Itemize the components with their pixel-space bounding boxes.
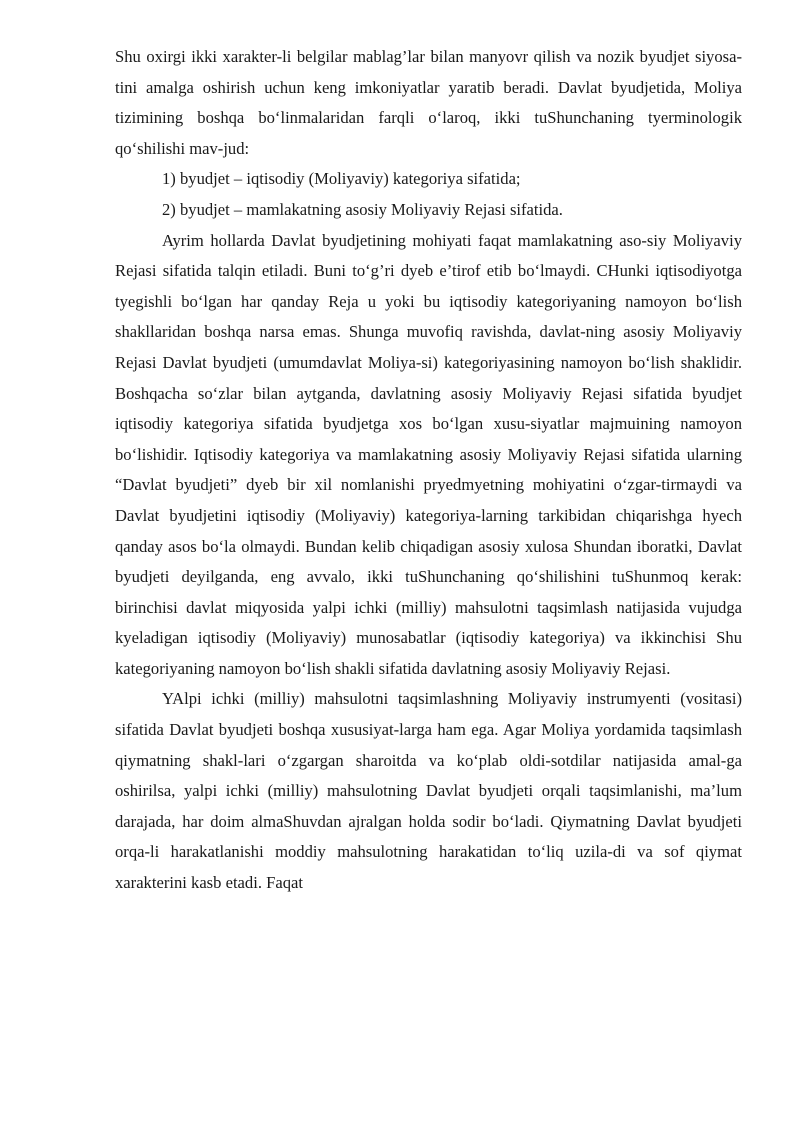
paragraph-intro: Shu oxirgi ikki xarakter-li belgilar mablag’lar bilan manyovr qilish va nozik byudjet siyosa-tini amalga oshirish uchun keng imkoniyatlar yaratib beradi. Davlat byudjetida, Moliya tizimining boshqa bo‘linmalaridan farqli o‘laroq, ikki tuShunchaning tyerminologik qo‘shilishi mav-jud: — [115, 47, 742, 158]
paragraph-budget-instrument: YAlpi ichki (milliy) mahsulotni taqsimlashning Moliyaviy instrumyenti (vositasi) sifatida Davlat byudjeti boshqa xususiyat-larga ham ega. Agar Moliya yordamida taqsimlash qiymatning shakl-lari o‘zgargan sharoitda va ko‘plab oldi-sotdilar natijasida amal-ga oshirilsa, yalpi ichki (milliy) mahsulotning Davlat byudjeti orqali taqsimlanishi, ma’lum darajada, har doim almaShuvdan ajralgan holda sodir bo‘ladi. Qiymatning Davlat byudjeti orqa-li harakatlanishi moddiy mahsulotning harakatidan to‘liq uzila-di va sof qiymat xarakterini kasb etadi. Faqat — [115, 689, 742, 893]
list-item-1: 1) byudjet – iqtisodiy (Moliyaviy) kategoriya sifatida; — [162, 169, 521, 189]
document-page — [115, 42, 742, 899]
list-item-2: 2) byudjet – mamlakatning asosiy Moliyaviy Rejasi sifatida. — [162, 199, 563, 219]
paragraph-budget-essence: Ayrim hollarda Davlat byudjetining mohiyati faqat mamlakatning aso-siy Moliyaviy Rejasi sifatida talqin etiladi. Buni to‘g’ri dyeb e’tirof etib bo‘lmaydi. CHunki iqtisodiyotga tyegishli bo‘lgan har qanday Reja u yoki bu iqtisodiy kategoriyaning namoyon bo‘lish shakllaridan boshqa narsa emas. Shunga muvofiq ravishda, davlat-ning asosiy Moliyaviy Rejasi Davlat byudjeti (umumdavlat Moliya-si) kategoriyasining namoyon bo‘lish shaklidir. Boshqacha so‘zlar bilan aytganda, davlatning asosiy Moliyaviy Rejasi sifatida byudjet iqtisodiy kategoriya sifatida byudjetga xos bo‘lgan xusu-siyatlar majmuining namoyon bo‘lishidir. Iqtisodiy kategoriya va mamlakatning asosiy Moliyaviy Rejasi sifatida ularning “Davlat byudjeti” dyeb bir xil nomlanishi pryedmyetning mohiyatini o‘zgar-tirmaydi va Davlat byudjetini iqtisodiy (Moliyaviy) kategoriya-larning tarkibidan chiqarishga hyech qanday asos bo‘la olmaydi. Bundan kelib chiqadigan asosiy xulosa Shundan iboratki, Davlat byudjeti deyilganda, eng avvalo, ikki tuShunchaning qo‘shilishini tuShunmoq kerak: birinchisi davlat miqyosida yalpi ichki (milliy) mahsulotni taqsimlash natijasida vujudga kyeladigan iqtisodiy (Moliyaviy) munosabatlar (iqtisodiy kategoriya) va ikkinchisi Shu kategoriyaning namoyon bo‘lish shakli sifatida davlatning asosiy Moliyaviy Rejasi. — [115, 230, 742, 678]
